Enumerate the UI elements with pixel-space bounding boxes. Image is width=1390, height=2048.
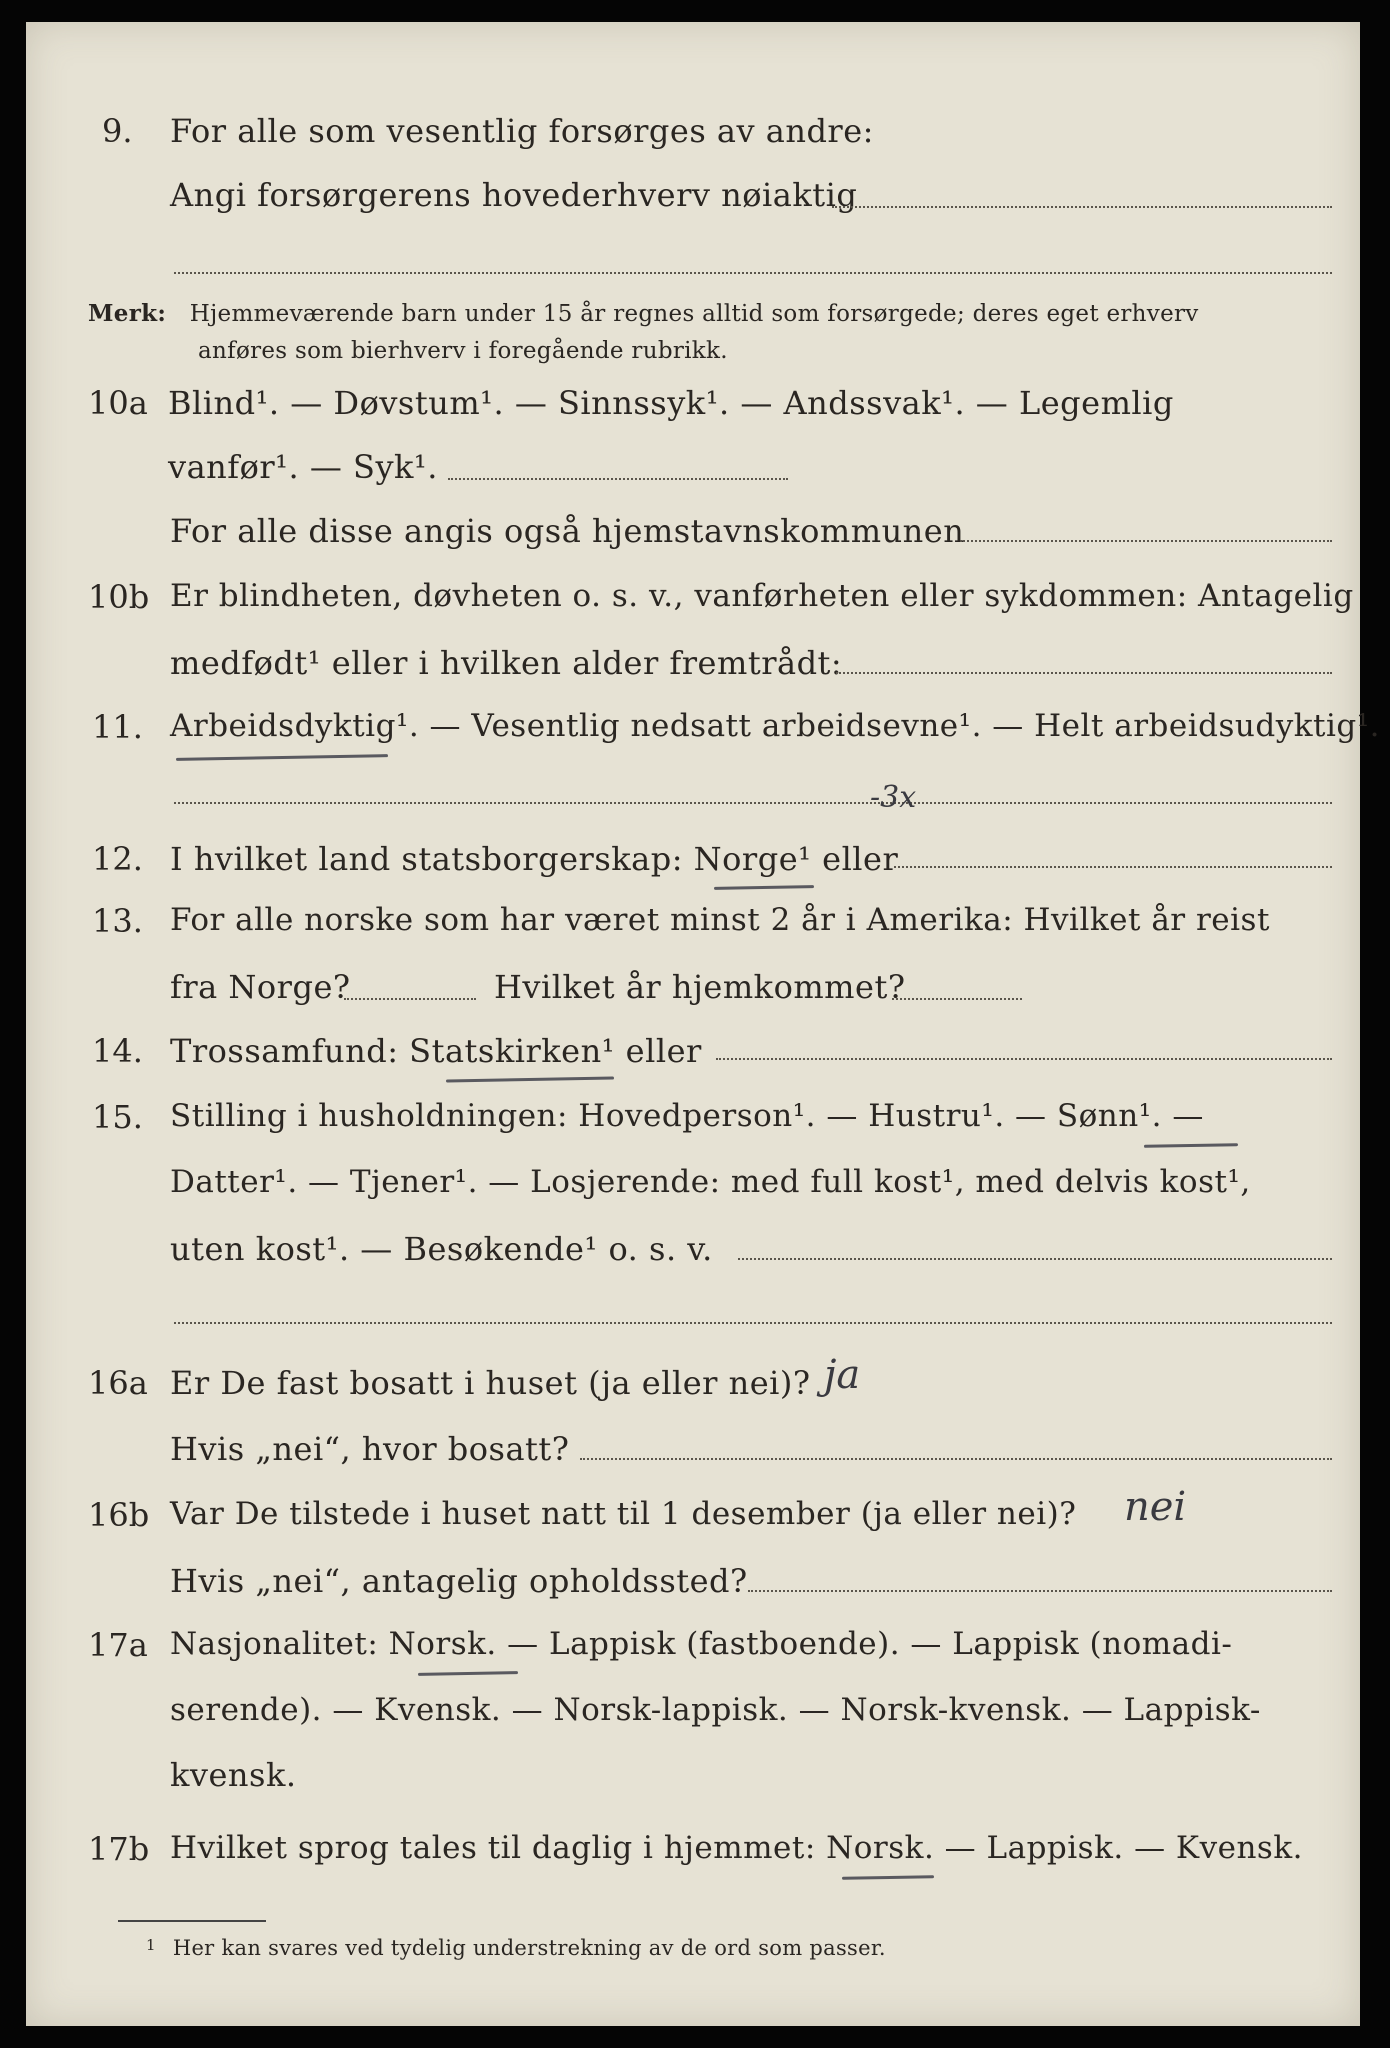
q13-number: 13.	[92, 902, 143, 940]
q12-answer-line[interactable]	[894, 866, 1332, 868]
q9-answer-line[interactable]	[832, 206, 1332, 208]
footnote-mark: 1	[146, 1936, 156, 1954]
merk-label: Merk:	[88, 300, 167, 327]
q11-line1: Arbeidsdyktig¹. — Vesentlig nedsatt arbeidsevne¹. — Helt arbeidsudyktig¹.	[170, 708, 1381, 744]
q17a-underline-mark	[418, 1671, 518, 1676]
q10a-answer-line[interactable]	[448, 478, 788, 480]
q10b-answer-line[interactable]	[836, 672, 1332, 674]
q16a-answer-line[interactable]	[580, 1458, 1332, 1460]
q10a-line2: vanfør¹. — Syk¹.	[168, 448, 438, 486]
q16b-handwritten-answer: nei	[1124, 1484, 1187, 1530]
q10a-number: 10a	[88, 384, 148, 422]
q11-answer-line[interactable]	[174, 802, 1332, 804]
q10a-line3: For alle disse angis også hjemstavnskommunen	[170, 512, 965, 550]
q11-underline-mark	[176, 754, 388, 761]
merk-line2: anføres som bierhverv i foregående rubrikk.	[198, 338, 728, 364]
q11-number: 11.	[92, 708, 143, 746]
q14-number: 14.	[92, 1032, 143, 1070]
q15-line1: Stilling i husholdningen: Hovedperson¹. — Hustru¹. — Sønn¹. —	[170, 1098, 1204, 1134]
q17b-line1: Hvilket sprog tales til daglig i hjemmet: Norsk. — Lappisk. — Kvensk.	[170, 1830, 1303, 1866]
q16a-handwritten-answer: ja	[824, 1352, 861, 1398]
q15-answer-line-2[interactable]	[174, 1322, 1332, 1324]
q10b-line1: Er blindheten, døvheten o. s. v., vanførheten eller sykdommen: Antagelig	[170, 578, 1354, 614]
q10b-line2: medfødt¹ eller i hvilken alder fremtrådt:	[170, 644, 843, 682]
q17a-line3: kvensk.	[170, 1756, 297, 1794]
q16b-line2: Hvis „nei“, antagelig opholdssted?	[170, 1562, 748, 1600]
merk-note	[88, 300, 1199, 327]
q13-line1: For alle norske som har været minst 2 år i Amerika: Hvilket år reist	[170, 902, 1270, 938]
q13-line2b: Hvilket år hjemkommet?	[494, 968, 906, 1006]
q16b-number: 16b	[88, 1496, 150, 1534]
q11-handwritten-mark: -3x	[870, 780, 917, 815]
q14-answer-line[interactable]	[716, 1058, 1332, 1060]
q17b-underline-mark	[842, 1875, 934, 1880]
q10a-line1: Blind¹. — Døvstum¹. — Sinnssyk¹. — Andssvak¹. — Legemlig	[168, 384, 1174, 422]
q10b-number: 10b	[88, 578, 150, 616]
q16b-answer-line[interactable]	[748, 1590, 1332, 1592]
q17a-line1: Nasjonalitet: Norsk. — Lappisk (fastboende). — Lappisk (nomadi-	[170, 1626, 1233, 1662]
q17a-number: 17a	[88, 1626, 148, 1664]
footnote	[146, 1936, 886, 1960]
q17a-line2: serende). — Kvensk. — Norsk-lappisk. — Norsk-kvensk. — Lappisk-	[170, 1692, 1261, 1728]
merk-line1: Hjemmeværende barn under 15 år regnes alltid som forsørgede; deres eget erhverv	[189, 301, 1199, 327]
q9-answer-line-2[interactable]	[174, 272, 1332, 274]
q15-underline-mark	[1144, 1143, 1238, 1148]
q13-line2a: fra Norge?	[170, 968, 351, 1006]
q9-line2: Angi forsørgerens hovederhverv nøiaktig	[170, 176, 858, 214]
q12-underline-mark	[714, 885, 814, 890]
q17b-number: 17b	[88, 1830, 150, 1868]
q12-number: 12.	[92, 840, 143, 878]
q16a-number: 16a	[88, 1364, 148, 1402]
q15-answer-line[interactable]	[738, 1258, 1332, 1260]
q13-answer-hjemkommet[interactable]	[892, 998, 1022, 1000]
q14-line1: Trossamfund: Statskirken¹ eller	[170, 1032, 702, 1070]
q15-line2: Datter¹. — Tjener¹. — Losjerende: med full kost¹, med delvis kost¹,	[170, 1164, 1251, 1200]
q16b-line1: Var De tilstede i huset natt til 1 desember (ja eller nei)?	[170, 1496, 1077, 1532]
q13-answer-reist[interactable]	[344, 998, 476, 1000]
q9-number: 9.	[102, 112, 133, 150]
q15-number: 15.	[92, 1098, 143, 1136]
q9-line1: For alle som vesentlig forsørges av andre:	[170, 112, 874, 150]
q15-line3: uten kost¹. — Besøkende¹ o. s. v.	[170, 1230, 713, 1268]
census-form-page	[26, 22, 1381, 2026]
q14-underline-mark	[446, 1077, 614, 1083]
q16a-line2: Hvis „nei“, hvor bosatt?	[170, 1430, 570, 1468]
q16a-line1: Er De fast bosatt i huset (ja eller nei)?	[170, 1364, 811, 1402]
footnote-rule	[118, 1920, 266, 1922]
footnote-text: Her kan svares ved tydelig understrekning av de ord som passer.	[172, 1936, 886, 1960]
q10a-answer-line-2[interactable]	[960, 540, 1332, 542]
q12-line1: I hvilket land statsborgerskap: Norge¹ eller	[170, 840, 899, 878]
